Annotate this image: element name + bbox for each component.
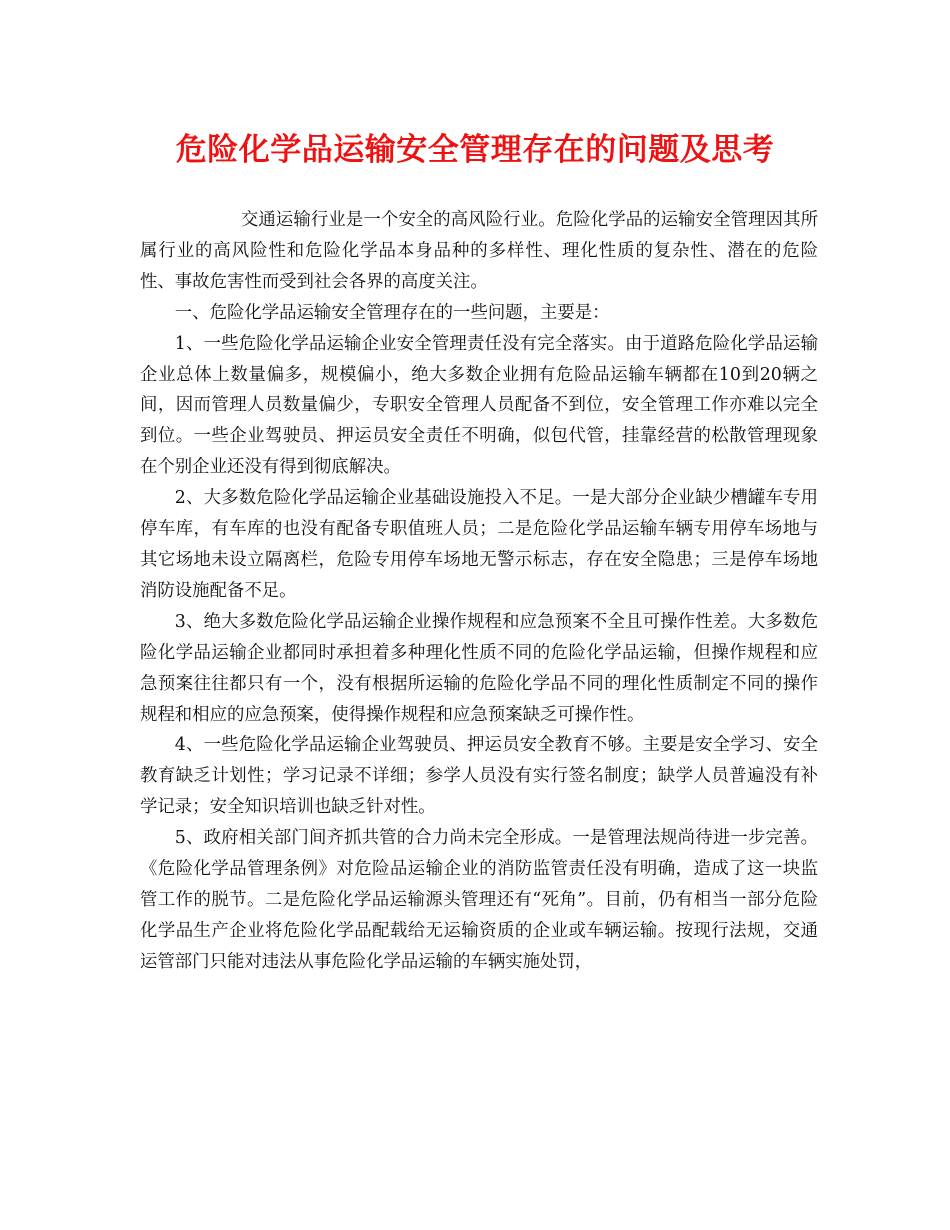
problem-2-paragraph: 2、大多数危险化学品运输企业基础设施投入不足。一是大部分企业缺少槽罐车专用停车库，有车库的也没有配备专职值班人员；二是危险化学品运输车辆专用停车场地与其它场地未设立隔离栏，危险专用停车场地无警示标志，存在安全隐患；三是停车场地消防设施配备不足。 [140,488,818,601]
document-body [140,205,818,978]
intro-paragraph: 交通运输行业是一个安全的高风险行业。危险化学品的运输安全管理因其所属行业的高风险性和危险化学品本身品种的多样性、理化性质的复杂性、潜在的危险性、事故危害性而受到社会各界的高度关注。 [140,210,818,292]
section-heading-paragraph: 一、危险化学品运输安全管理存在的一些问题，主要是： [174,302,610,323]
problem-3-paragraph: 3、绝大多数危险化学品运输企业操作规程和应急预案不全且可操作性差。大多数危险化学品运输企业都同时承担着多种理化性质不同的危险化学品运输，但操作规程和应急预案往往都只有一个，没有根据所运输的危险化学品不同的理化性质制定不同的操作规程和相应的应急预案，使得操作规程和应急预案缺乏可操作性。 [140,611,818,725]
problem-1-paragraph: 1、一些危险化学品运输企业安全管理责任没有完全落实。由于道路危险化学品运输企业总体上数量偏多，规模偏小，绝大多数企业拥有危险品运输车辆都在10到20辆之间，因而管理人员数量偏少，专职安全管理人员配备不到位，安全管理工作亦难以完全到位。一些企业驾驶员、押运员安全责任不明确，似包代管，挂靠经营的松散管理现象在个别企业还没有得到彻底解决。 [140,333,818,478]
problem-5-paragraph: 5、政府相关部门间齐抓共管的合力尚未完全形成。一是管理法规尚待进一步完善。《危险化学品管理条例》对危险品运输企业的消防监管责任没有明确，造成了这一块监管工作的脱节。二是危险化学品运输源头管理还有“死角”。目前，仍有相当一部分危险化学品生产企业将危险化学品配载给无运输资质的企业或车辆运输。按现行法规，交通运管部门只能对违法从事危险化学品运输的车辆实施处罚， [140,828,818,972]
document-title: 危险化学品运输安全管理存在的问题及思考 [175,132,775,168]
problem-4-paragraph: 4、一些危险化学品运输企业驾驶员、押运员安全教育不够。主要是安全学习、安全教育缺乏计划性；学习记录不详细；参学人员没有实行签名制度；缺学人员普遍没有补学记录；安全知识培训也缺乏针对性。 [140,735,818,818]
